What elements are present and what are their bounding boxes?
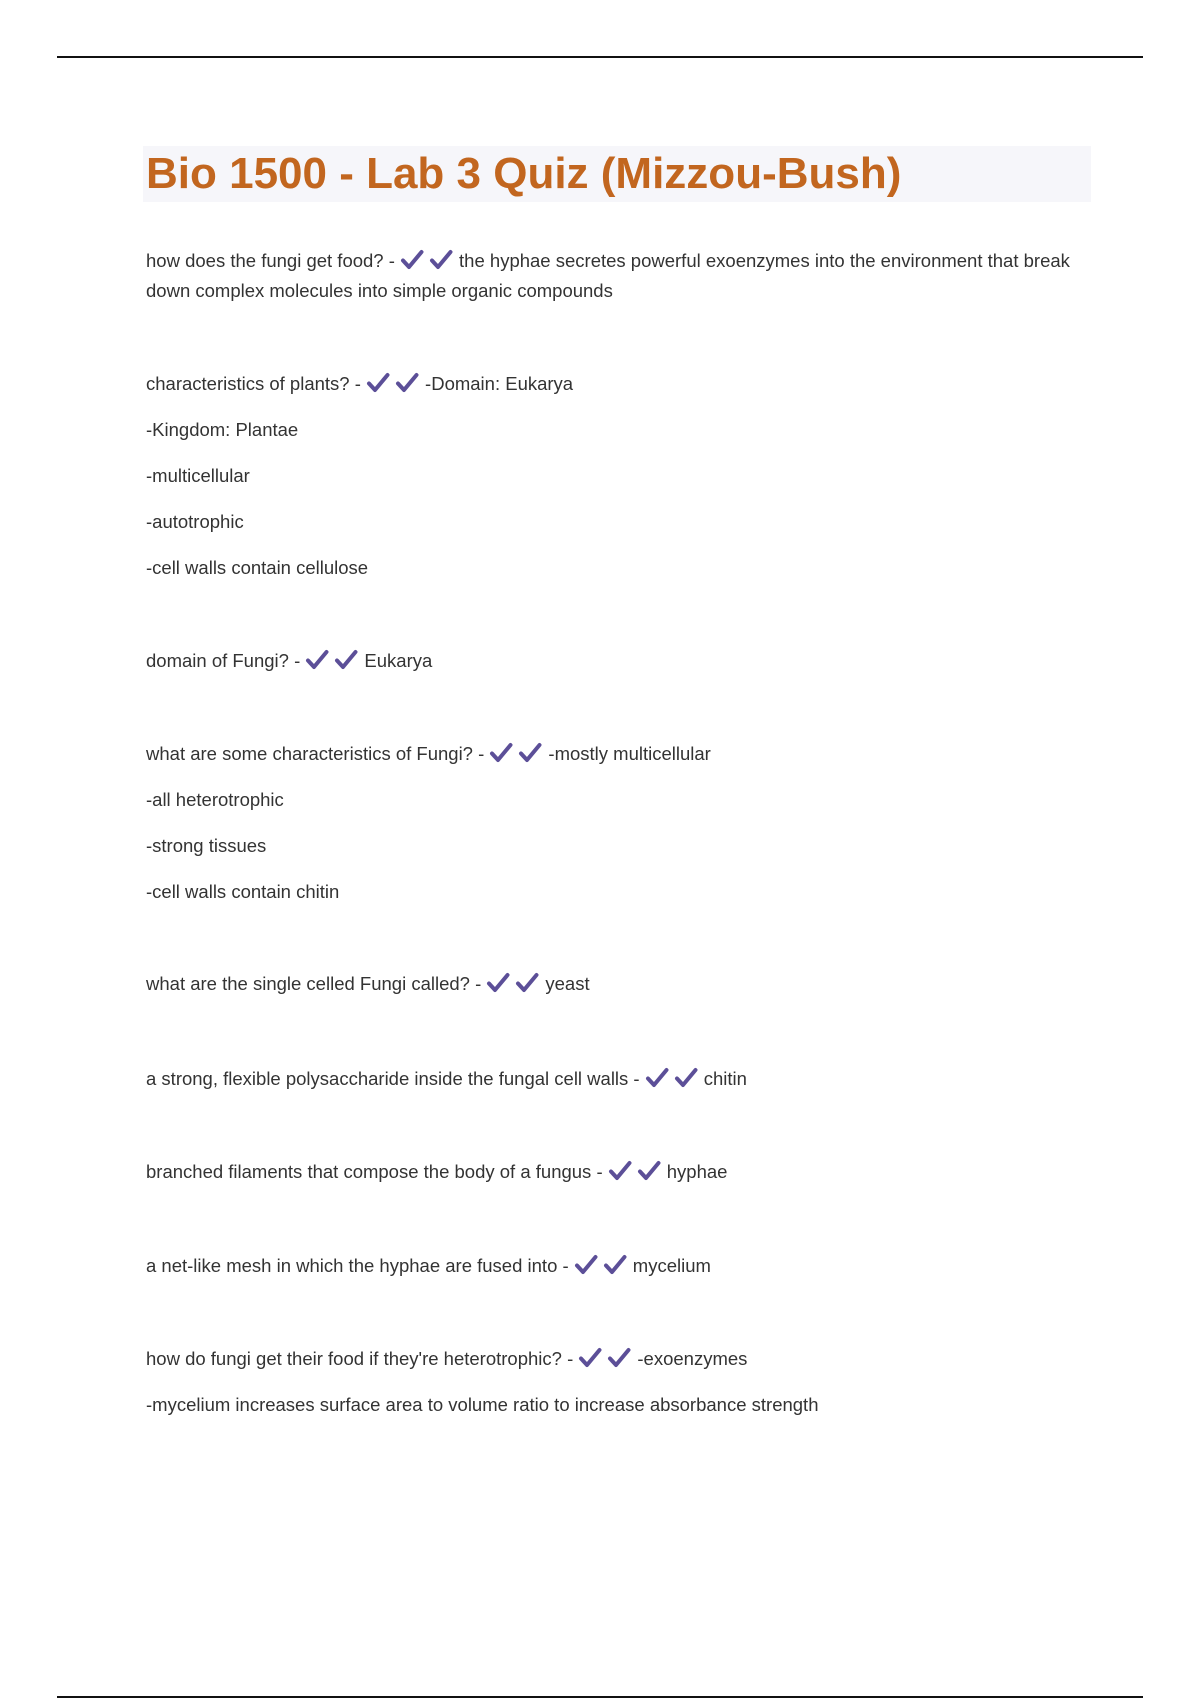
- question-text: domain of Fungi? -: [146, 650, 301, 671]
- check-icon: [305, 649, 329, 671]
- answer-text: -exoenzymes: [637, 1348, 748, 1369]
- answer-text: mycelium: [632, 1255, 711, 1276]
- qa-entry-8: [146, 1251, 1086, 1281]
- check-icon: [607, 1347, 631, 1369]
- question-text: a strong, flexible polysaccharide inside the fungal cell walls -: [146, 1068, 640, 1089]
- answer-line: -Kingdom: Plantae: [146, 419, 299, 440]
- qa-entry-9: [146, 1344, 1086, 1420]
- answer-text: -mostly multicellular: [548, 743, 711, 764]
- answer-line: -cell walls contain chitin: [146, 881, 340, 902]
- check-icon: [366, 372, 390, 394]
- check-icon: [429, 249, 453, 271]
- answer-text: -Domain: Eukarya: [425, 373, 574, 394]
- qa-entry-3: [146, 646, 1086, 676]
- check-icon: [603, 1254, 627, 1276]
- qa-entry-1: [146, 246, 1086, 306]
- answer-text: Eukarya: [364, 650, 433, 671]
- check-icon: [400, 249, 424, 271]
- question-text: characteristics of plants? -: [146, 373, 361, 394]
- question-text: how does the fungi get food? -: [146, 250, 395, 271]
- check-icon: [608, 1160, 632, 1182]
- check-icon: [489, 742, 513, 764]
- qa-entry-5: [146, 969, 1086, 999]
- question-text: what are the single celled Fungi called? -: [146, 973, 482, 994]
- answer-line: -cell walls contain cellulose: [146, 557, 369, 578]
- answer-text: chitin: [703, 1068, 747, 1089]
- check-icon: [674, 1067, 698, 1089]
- answer-text: yeast: [545, 973, 590, 994]
- check-icon: [334, 649, 358, 671]
- page-bottom-rule: [57, 1696, 1143, 1698]
- check-icon: [395, 372, 419, 394]
- answer-line: -all heterotrophic: [146, 789, 284, 810]
- answer-line: -multicellular: [146, 465, 250, 486]
- qa-entry-2: [146, 369, 1086, 583]
- qa-entry-7: [146, 1157, 1086, 1187]
- question-text: how do fungi get their food if they're heterotrophic? -: [146, 1348, 574, 1369]
- answer-text: hyphae: [666, 1161, 728, 1182]
- question-text: a net-like mesh in which the hyphae are fused into -: [146, 1255, 569, 1276]
- check-icon: [645, 1067, 669, 1089]
- answer-line: -strong tissues: [146, 835, 267, 856]
- question-text: branched filaments that compose the body of a fungus -: [146, 1161, 603, 1182]
- question-text: what are some characteristics of Fungi? -: [146, 743, 485, 764]
- document-title: Bio 1500 - Lab 3 Quiz (Mizzou-Bush): [146, 149, 902, 198]
- qa-entry-4: [146, 739, 1086, 907]
- check-icon: [574, 1254, 598, 1276]
- qa-entry-6: [146, 1064, 1086, 1094]
- check-icon: [515, 972, 539, 994]
- check-icon: [578, 1347, 602, 1369]
- answer-text: the hyphae secretes powerful exoenzymes into the environment that break down complex molecules into simple organic compounds: [146, 250, 1070, 301]
- check-icon: [518, 742, 542, 764]
- check-icon: [486, 972, 510, 994]
- answer-line: -autotrophic: [146, 511, 244, 532]
- page-top-rule: [57, 56, 1143, 58]
- answer-line: -mycelium increases surface area to volume ratio to increase absorbance strength: [146, 1394, 819, 1415]
- check-icon: [637, 1160, 661, 1182]
